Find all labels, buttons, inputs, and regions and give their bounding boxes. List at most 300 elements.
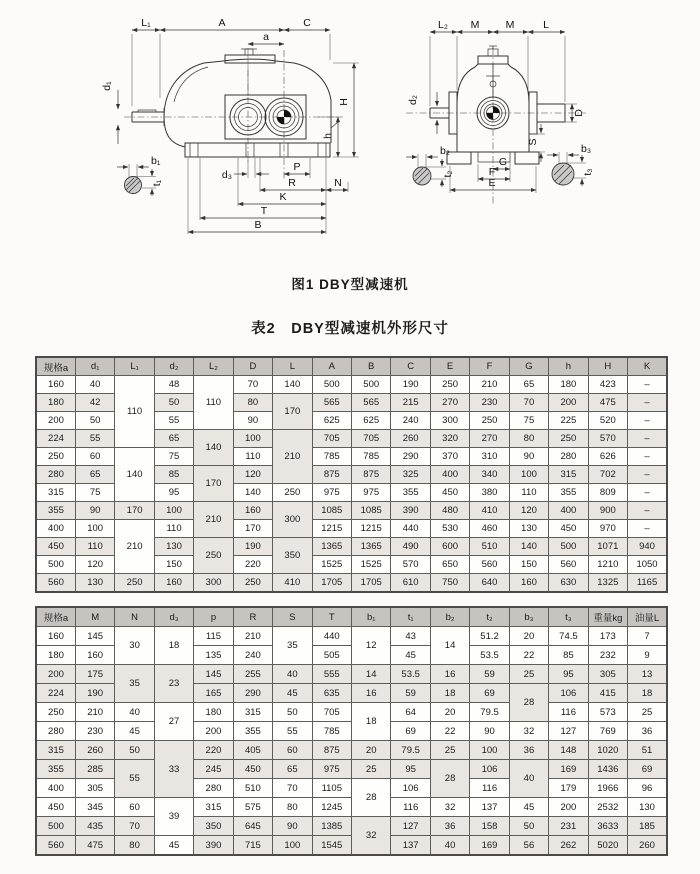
cell: 22 — [509, 646, 548, 665]
centroid-quadrant-ne — [284, 110, 291, 117]
cell: 210 — [194, 502, 233, 538]
cell: 250 — [273, 484, 312, 502]
figure-caption: 图1 DBY型减速机 — [291, 277, 409, 292]
cell: 260 — [391, 430, 430, 448]
cell: 1525 — [352, 556, 391, 574]
cell: 450 — [36, 538, 75, 556]
cell: 25 — [509, 665, 548, 684]
dim-H — [333, 63, 359, 157]
cell: 410 — [470, 502, 509, 520]
table-row — [36, 665, 667, 684]
table-row — [36, 703, 667, 722]
column-header: L₂ — [194, 357, 233, 376]
cell: 137 — [470, 798, 509, 817]
cell: 200 — [36, 665, 75, 684]
cell: 35 — [115, 665, 154, 703]
housing-inner-curve — [174, 67, 208, 102]
cell: 20 — [352, 741, 391, 760]
cell: 635 — [312, 684, 351, 703]
cell: 280 — [36, 722, 75, 741]
cell: 74.5 — [549, 627, 588, 646]
dim-label-t2: t₂ — [442, 170, 454, 178]
cell: 70 — [115, 817, 154, 836]
cell: 40 — [509, 760, 548, 798]
cell: 35 — [273, 627, 312, 665]
column-header: b₂ — [430, 607, 469, 627]
cell: 36 — [509, 741, 548, 760]
cell: 160 — [233, 502, 272, 520]
cell: 500 — [312, 376, 351, 394]
cell: 510 — [470, 538, 509, 556]
column-header: R — [233, 607, 272, 627]
cell: 120 — [233, 466, 272, 484]
cell: 140 — [273, 376, 312, 394]
cell: 475 — [75, 836, 114, 856]
cell: 705 — [352, 430, 391, 448]
dim-label-a: a — [263, 31, 269, 43]
cell: 45 — [391, 646, 430, 665]
key-section-b2-t2 — [406, 145, 454, 187]
cell: 940 — [628, 538, 667, 556]
cell: 45 — [154, 836, 193, 856]
dim-label-E: E — [488, 177, 496, 189]
cell: 250 — [115, 574, 154, 593]
cell: 69 — [391, 722, 430, 741]
cell: 145 — [75, 627, 114, 646]
cell: 59 — [391, 684, 430, 703]
cell: 80 — [509, 430, 548, 448]
cell: 50 — [509, 817, 548, 836]
cell: 390 — [391, 502, 430, 520]
cell: 59 — [470, 665, 509, 684]
cell: 28 — [509, 684, 548, 722]
cell: 65 — [154, 430, 193, 448]
cell: 350 — [273, 538, 312, 574]
cell: 280 — [194, 779, 233, 798]
cell: 565 — [312, 394, 351, 412]
cell: 875 — [312, 741, 351, 760]
cell: 290 — [391, 448, 430, 466]
cell: 200 — [549, 394, 588, 412]
cell: 315 — [549, 466, 588, 484]
column-header: h — [549, 357, 588, 376]
cell: 55 — [75, 430, 114, 448]
column-header: t₁ — [391, 607, 430, 627]
cell: 75 — [509, 412, 548, 430]
dim-label-D: D — [573, 109, 585, 117]
dimensions-table-1 — [35, 356, 668, 593]
cell: 220 — [194, 741, 233, 760]
cell: 900 — [588, 502, 627, 520]
cell: 1165 — [628, 574, 667, 593]
cell: 1365 — [312, 538, 351, 556]
cell: 150 — [509, 556, 548, 574]
cell: 400 — [549, 502, 588, 520]
cell: 715 — [233, 836, 272, 856]
cell: 405 — [233, 741, 272, 760]
cell: 55 — [273, 722, 312, 741]
cell: 645 — [233, 817, 272, 836]
cell: 970 — [588, 520, 627, 538]
cell: 90 — [470, 722, 509, 741]
cell: 130 — [509, 520, 548, 538]
cell: 130 — [154, 538, 193, 556]
cell: 626 — [588, 448, 627, 466]
cell: 14 — [352, 665, 391, 684]
cell: 560 — [549, 556, 588, 574]
cell: 262 — [549, 836, 588, 856]
cell: 65 — [273, 760, 312, 779]
cell: 16 — [352, 684, 391, 703]
cell: 1966 — [588, 779, 627, 798]
cell: 7 — [628, 627, 667, 646]
column-header: K — [628, 357, 667, 376]
cell: 5020 — [588, 836, 627, 856]
cell: 809 — [588, 484, 627, 502]
cell: 600 — [430, 538, 469, 556]
cell: 90 — [233, 412, 272, 430]
column-header: A — [312, 357, 351, 376]
cell: 80 — [115, 836, 154, 856]
cell: 975 — [312, 484, 351, 502]
cell: 30 — [115, 627, 154, 665]
column-header: N — [115, 607, 154, 627]
table-title: 表2 DBY型减速机外形尺寸 — [251, 321, 449, 337]
cell: 169 — [470, 836, 509, 856]
cell: 450 — [233, 760, 272, 779]
column-header: t₂ — [470, 607, 509, 627]
centroid-quadrant-ne — [493, 107, 500, 114]
cell: 555 — [312, 665, 351, 684]
cell: 390 — [194, 836, 233, 856]
dim-S — [527, 124, 545, 162]
cell: 460 — [470, 520, 509, 538]
column-header: G — [509, 357, 548, 376]
cell: 400 — [430, 466, 469, 484]
cell: 75 — [154, 448, 193, 466]
cell: 785 — [312, 448, 351, 466]
dim-chain-top — [132, 17, 330, 106]
cell: 106 — [391, 779, 430, 798]
cell: 210 — [273, 430, 312, 484]
cell: 1215 — [352, 520, 391, 538]
cell: 60 — [75, 448, 114, 466]
cell: 96 — [628, 779, 667, 798]
cell: 135 — [194, 646, 233, 665]
cell: 769 — [588, 722, 627, 741]
cell: 80 — [233, 394, 272, 412]
column-header: S — [273, 607, 312, 627]
column-header: E — [430, 357, 469, 376]
cell: 110 — [509, 484, 548, 502]
cell: 1705 — [352, 574, 391, 593]
table-row — [36, 376, 667, 394]
table-row — [36, 760, 667, 779]
foot-left — [447, 152, 471, 164]
dim-d3 — [222, 158, 269, 181]
cell: 64 — [391, 703, 430, 722]
cell: 110 — [75, 538, 114, 556]
shaft-section-circle — [413, 167, 431, 185]
cell: 250 — [194, 538, 233, 574]
cell: 110 — [115, 376, 154, 448]
column-header: L — [273, 357, 312, 376]
cell: 48 — [154, 376, 193, 394]
cell: 13 — [628, 665, 667, 684]
cell: 650 — [430, 556, 469, 574]
cell: 75 — [75, 484, 114, 502]
foot-right — [515, 152, 539, 164]
cell: 50 — [273, 703, 312, 722]
cell: 224 — [36, 684, 75, 703]
cell: 100 — [470, 741, 509, 760]
cell: 40 — [430, 836, 469, 856]
cell: 570 — [588, 430, 627, 448]
cell: 110 — [194, 376, 233, 430]
centroid-quadrant-sw — [487, 113, 494, 120]
cell: 240 — [233, 646, 272, 665]
cell: 50 — [115, 741, 154, 760]
cell: 1365 — [352, 538, 391, 556]
cell: 1071 — [588, 538, 627, 556]
cell: 440 — [391, 520, 430, 538]
cell: 100 — [75, 520, 114, 538]
cell: 260 — [628, 836, 667, 856]
cell: 85 — [549, 646, 588, 665]
cell: 705 — [312, 703, 351, 722]
dim-label-B: B — [254, 219, 262, 231]
cell: 50 — [75, 412, 114, 430]
dim-label-R: R — [288, 177, 296, 189]
column-header: L₁ — [115, 357, 154, 376]
cell: 106 — [549, 684, 588, 703]
key-section-b3-t3 — [547, 143, 594, 186]
dim-label-M: M — [505, 19, 515, 31]
cell: 355 — [549, 484, 588, 502]
cell: 245 — [194, 760, 233, 779]
column-header: t₃ — [549, 607, 588, 627]
cell: 140 — [194, 430, 233, 466]
cell: 1525 — [312, 556, 351, 574]
cell: 116 — [470, 779, 509, 798]
cell: 160 — [509, 574, 548, 593]
cell: 250 — [233, 574, 272, 593]
cell: 500 — [36, 817, 75, 836]
cell: 230 — [470, 394, 509, 412]
column-header: d₂ — [154, 357, 193, 376]
cell: 20 — [430, 703, 469, 722]
cell: 190 — [391, 376, 430, 394]
cell: 173 — [588, 627, 627, 646]
table-row — [36, 574, 667, 593]
dim-label-A: A — [218, 17, 226, 29]
cell: 450 — [549, 520, 588, 538]
cell: 23 — [154, 665, 193, 703]
cell: 180 — [549, 376, 588, 394]
cell: 116 — [391, 798, 430, 817]
cell: 32 — [430, 798, 469, 817]
cell: 240 — [391, 412, 430, 430]
cell: 345 — [75, 798, 114, 817]
dim-B — [188, 158, 326, 234]
cell: 450 — [36, 798, 75, 817]
dim-label-d3: d₃ — [221, 169, 232, 181]
dim-label-S: S — [527, 138, 539, 146]
cell: 355 — [36, 760, 75, 779]
cell: 140 — [115, 448, 154, 502]
cell: 702 — [588, 466, 627, 484]
dim-label-T: T — [260, 205, 268, 217]
cell: 18 — [628, 684, 667, 703]
cell: 18 — [154, 627, 193, 665]
cell: 55 — [115, 760, 154, 798]
dim-label-H: H — [338, 98, 350, 106]
cell: 85 — [154, 466, 193, 484]
cell: 250 — [430, 376, 469, 394]
cell: 170 — [194, 466, 233, 502]
dim-label-b1: b₁ — [151, 155, 161, 167]
cell: 1085 — [352, 502, 391, 520]
cell: 100 — [233, 430, 272, 448]
column-header: B — [352, 357, 391, 376]
cell: 630 — [549, 574, 588, 593]
dim-label-d1: d₁ — [101, 81, 113, 91]
column-header: C — [391, 357, 430, 376]
cell: 165 — [194, 684, 233, 703]
cell: 350 — [194, 817, 233, 836]
cell: 36 — [628, 722, 667, 741]
cell: 60 — [273, 741, 312, 760]
cell: 340 — [470, 466, 509, 484]
cell: 169 — [549, 760, 588, 779]
cell: 475 — [588, 394, 627, 412]
cell: – — [628, 412, 667, 430]
dim-label-L2: L₂ — [438, 19, 448, 31]
cell: 148 — [549, 741, 588, 760]
cell: 355 — [233, 722, 272, 741]
cell: 875 — [312, 466, 351, 484]
cell: 315 — [36, 484, 75, 502]
cell: 12 — [352, 627, 391, 665]
cell: 415 — [588, 684, 627, 703]
table-row — [36, 817, 667, 836]
cell: 27 — [154, 703, 193, 741]
cell: 1385 — [312, 817, 351, 836]
cell: 520 — [588, 412, 627, 430]
cell: 69 — [470, 684, 509, 703]
column-header: M — [75, 607, 114, 627]
table-row — [36, 520, 667, 538]
cell: 315 — [194, 798, 233, 817]
cell: 355 — [391, 484, 430, 502]
cell: 55 — [154, 412, 193, 430]
column-header: b₃ — [509, 607, 548, 627]
cell: 315 — [36, 741, 75, 760]
dim-label-b2: b₂ — [440, 145, 450, 157]
cell: 130 — [628, 798, 667, 817]
cell: 45 — [509, 798, 548, 817]
cell: – — [628, 376, 667, 394]
cell: 1105 — [312, 779, 351, 798]
column-header: F — [470, 357, 509, 376]
cell: 1436 — [588, 760, 627, 779]
cell: 400 — [36, 520, 75, 538]
breather-plug — [245, 49, 253, 55]
cell: – — [628, 394, 667, 412]
cell: 100 — [154, 502, 193, 520]
cell: 410 — [273, 574, 312, 593]
cell: 127 — [391, 817, 430, 836]
cell: 32 — [509, 722, 548, 741]
cell: 1050 — [628, 556, 667, 574]
cell: 180 — [194, 703, 233, 722]
dim-label-C: C — [303, 17, 311, 29]
cell: 70 — [509, 394, 548, 412]
centroid-quadrant-sw — [277, 117, 284, 124]
cell: 79.5 — [391, 741, 430, 760]
column-header: p — [194, 607, 233, 627]
cell: 3633 — [588, 817, 627, 836]
cell: 80 — [273, 798, 312, 817]
cell: 40 — [115, 703, 154, 722]
cell: 1210 — [588, 556, 627, 574]
cell: 300 — [430, 412, 469, 430]
cell: 370 — [430, 448, 469, 466]
cell: 230 — [75, 722, 114, 741]
cell: 160 — [154, 574, 193, 593]
cell: 51 — [628, 741, 667, 760]
cell: 560 — [36, 836, 75, 856]
cell: 160 — [75, 646, 114, 665]
cell: 39 — [154, 798, 193, 836]
dim-d1 — [101, 81, 118, 144]
cell: 610 — [391, 574, 430, 593]
cell: 270 — [470, 430, 509, 448]
cell: 250 — [36, 448, 75, 466]
cell: 69 — [628, 760, 667, 779]
cell: 90 — [273, 817, 312, 836]
cell: 575 — [233, 798, 272, 817]
dim-T — [200, 158, 326, 220]
cell: 625 — [312, 412, 351, 430]
cell: 285 — [75, 760, 114, 779]
cell: 70 — [233, 376, 272, 394]
cell: 56 — [509, 836, 548, 856]
cell: – — [628, 430, 667, 448]
cell: 106 — [470, 760, 509, 779]
dim-label-L: L — [543, 19, 549, 31]
cell: 90 — [75, 502, 114, 520]
dim-label-L1: L₁ — [141, 17, 151, 29]
dim-label-G: G — [498, 156, 508, 168]
cell: 530 — [430, 520, 469, 538]
cell: 50 — [154, 394, 193, 412]
table-row — [36, 502, 667, 520]
cell: 45 — [273, 684, 312, 703]
cell: 180 — [36, 394, 75, 412]
cell: 560 — [36, 574, 75, 593]
dim-label-b3: b₃ — [581, 143, 592, 155]
cell: 1215 — [312, 520, 351, 538]
dim-label-h: h — [322, 133, 334, 139]
dim-label-K: K — [279, 191, 287, 203]
cell: 210 — [115, 520, 154, 574]
cell: 250 — [36, 703, 75, 722]
table-row — [36, 627, 667, 646]
cell: 65 — [75, 466, 114, 484]
cell: – — [628, 502, 667, 520]
cell: 160 — [36, 627, 75, 646]
